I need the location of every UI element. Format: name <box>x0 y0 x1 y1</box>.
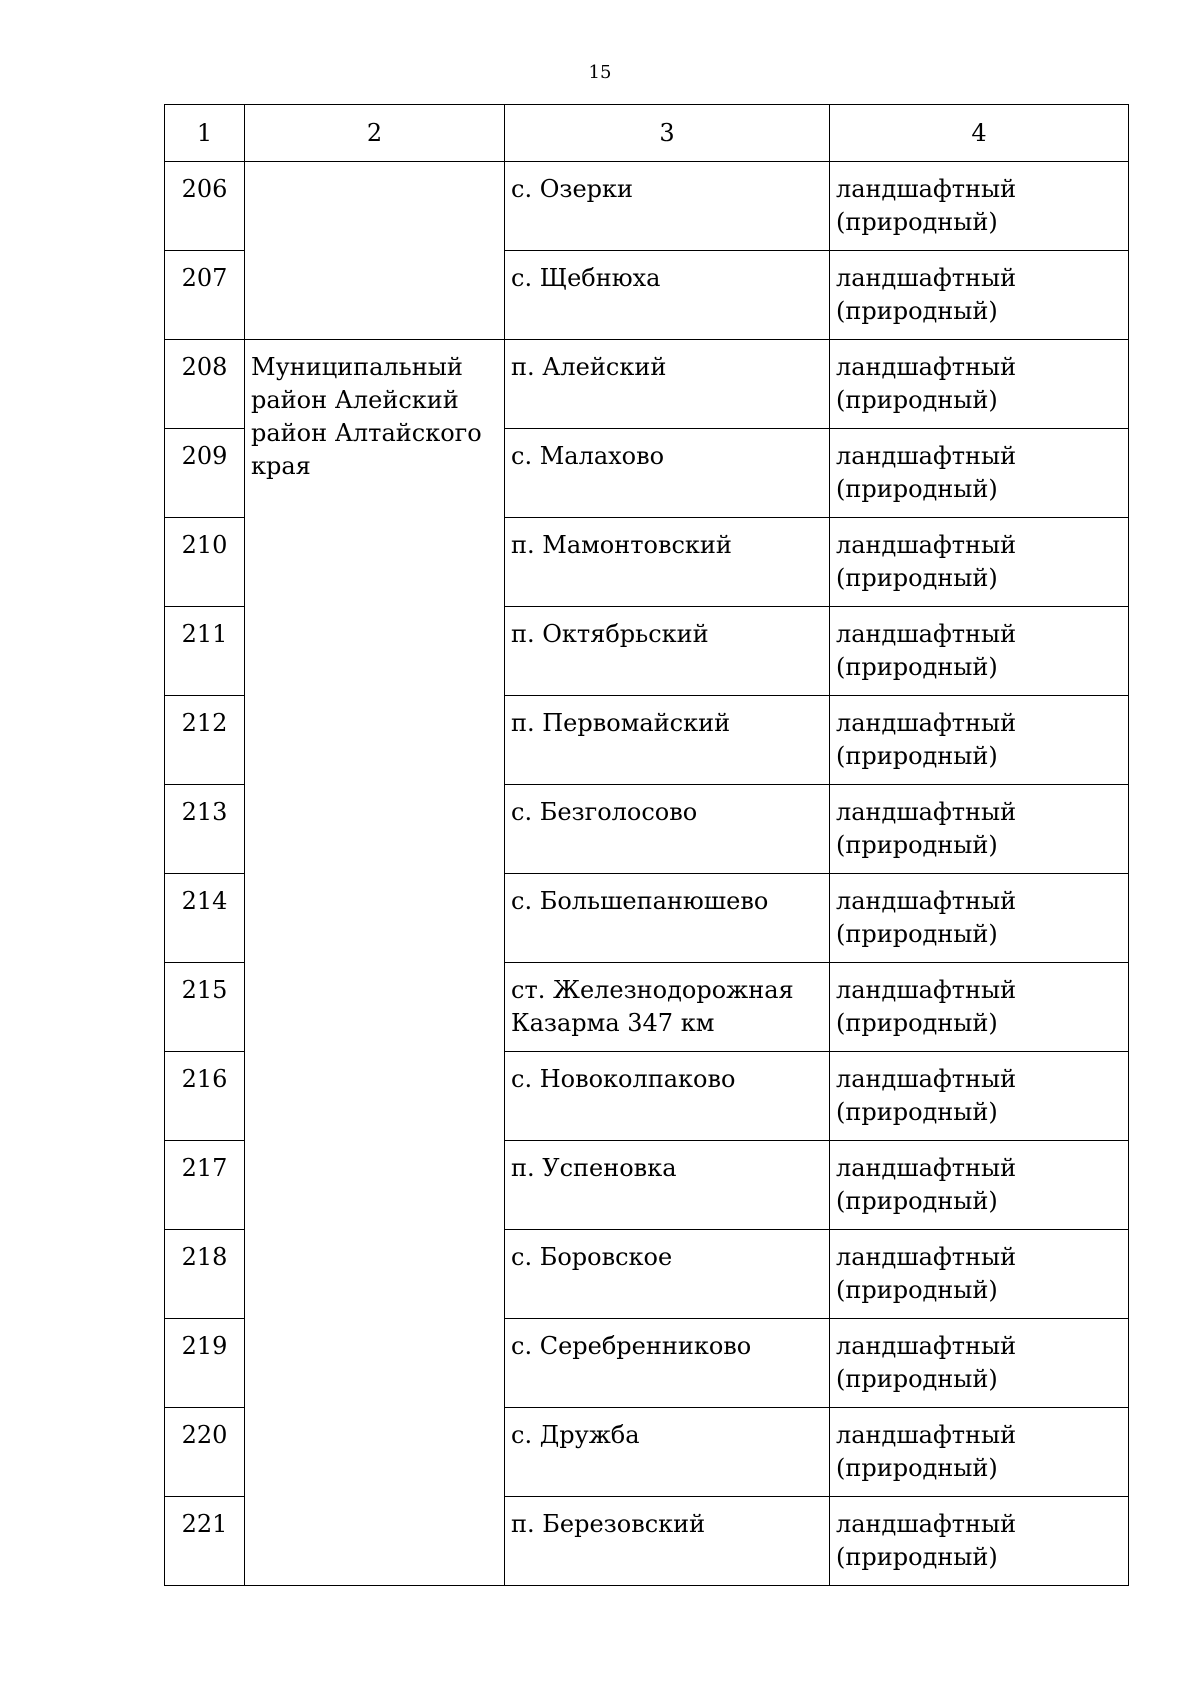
type-cell: ландшафтный (природный) <box>830 607 1129 696</box>
settlement-cell: п. Березовский <box>505 1497 830 1586</box>
row-number: 216 <box>165 1052 245 1141</box>
row-number: 210 <box>165 518 245 607</box>
row-number: 220 <box>165 1408 245 1497</box>
row-number: 209 <box>165 429 245 518</box>
type-cell: ландшафтный (природный) <box>830 963 1129 1052</box>
row-number: 206 <box>165 162 245 251</box>
settlement-cell: п. Алейский <box>505 340 830 429</box>
settlement-cell: с. Безголосово <box>505 785 830 874</box>
settlement-cell: ст. Железнодорожная Казарма 347 км <box>505 963 830 1052</box>
row-number: 212 <box>165 696 245 785</box>
settlement-cell: с. Серебренниково <box>505 1319 830 1408</box>
table-row <box>165 162 1129 251</box>
column-header: 4 <box>830 105 1129 162</box>
type-cell: ландшафтный (природный) <box>830 1230 1129 1319</box>
type-cell: ландшафтный (природный) <box>830 251 1129 340</box>
row-number: 207 <box>165 251 245 340</box>
row-number: 219 <box>165 1319 245 1408</box>
settlement-cell: п. Первомайский <box>505 696 830 785</box>
type-cell: ландшафтный (природный) <box>830 429 1129 518</box>
settlement-cell: с. Озерки <box>505 162 830 251</box>
type-cell: ландшафтный (природный) <box>830 785 1129 874</box>
type-cell: ландшафтный (природный) <box>830 1408 1129 1497</box>
table-row <box>165 340 1129 429</box>
type-cell: ландшафтный (природный) <box>830 874 1129 963</box>
settlement-cell: п. Октябрьский <box>505 607 830 696</box>
type-cell: ландшафтный (природный) <box>830 696 1129 785</box>
district-cell-empty <box>245 162 505 340</box>
column-header: 2 <box>245 105 505 162</box>
type-cell: ландшафтный (природный) <box>830 162 1129 251</box>
header-row <box>165 105 1129 162</box>
column-header: 1 <box>165 105 245 162</box>
row-number: 215 <box>165 963 245 1052</box>
row-number: 218 <box>165 1230 245 1319</box>
row-number: 213 <box>165 785 245 874</box>
settlement-cell: с. Новоколпаково <box>505 1052 830 1141</box>
row-number: 208 <box>165 340 245 429</box>
row-number: 221 <box>165 1497 245 1586</box>
settlement-cell: с. Дружба <box>505 1408 830 1497</box>
type-cell: ландшафтный (природный) <box>830 1319 1129 1408</box>
row-number: 214 <box>165 874 245 963</box>
type-cell: ландшафтный (природный) <box>830 340 1129 429</box>
type-cell: ландшафтный (природный) <box>830 1141 1129 1230</box>
settlement-cell: с. Большепанюшево <box>505 874 830 963</box>
registry-table <box>164 104 1129 1586</box>
settlement-cell: п. Мамонтовский <box>505 518 830 607</box>
type-cell: ландшафтный (природный) <box>830 1497 1129 1586</box>
settlement-cell: с. Щебнюха <box>505 251 830 340</box>
type-cell: ландшафтный (природный) <box>830 518 1129 607</box>
row-number: 217 <box>165 1141 245 1230</box>
row-number: 211 <box>165 607 245 696</box>
type-cell: ландшафтный (природный) <box>830 1052 1129 1141</box>
page-number: 15 <box>588 62 612 83</box>
settlement-cell: с. Малахово <box>505 429 830 518</box>
settlement-cell: с. Боровское <box>505 1230 830 1319</box>
column-header: 3 <box>505 105 830 162</box>
district-cell: Муниципальный район Алейский район Алтайского края <box>245 340 505 1586</box>
settlement-cell: п. Успеновка <box>505 1141 830 1230</box>
